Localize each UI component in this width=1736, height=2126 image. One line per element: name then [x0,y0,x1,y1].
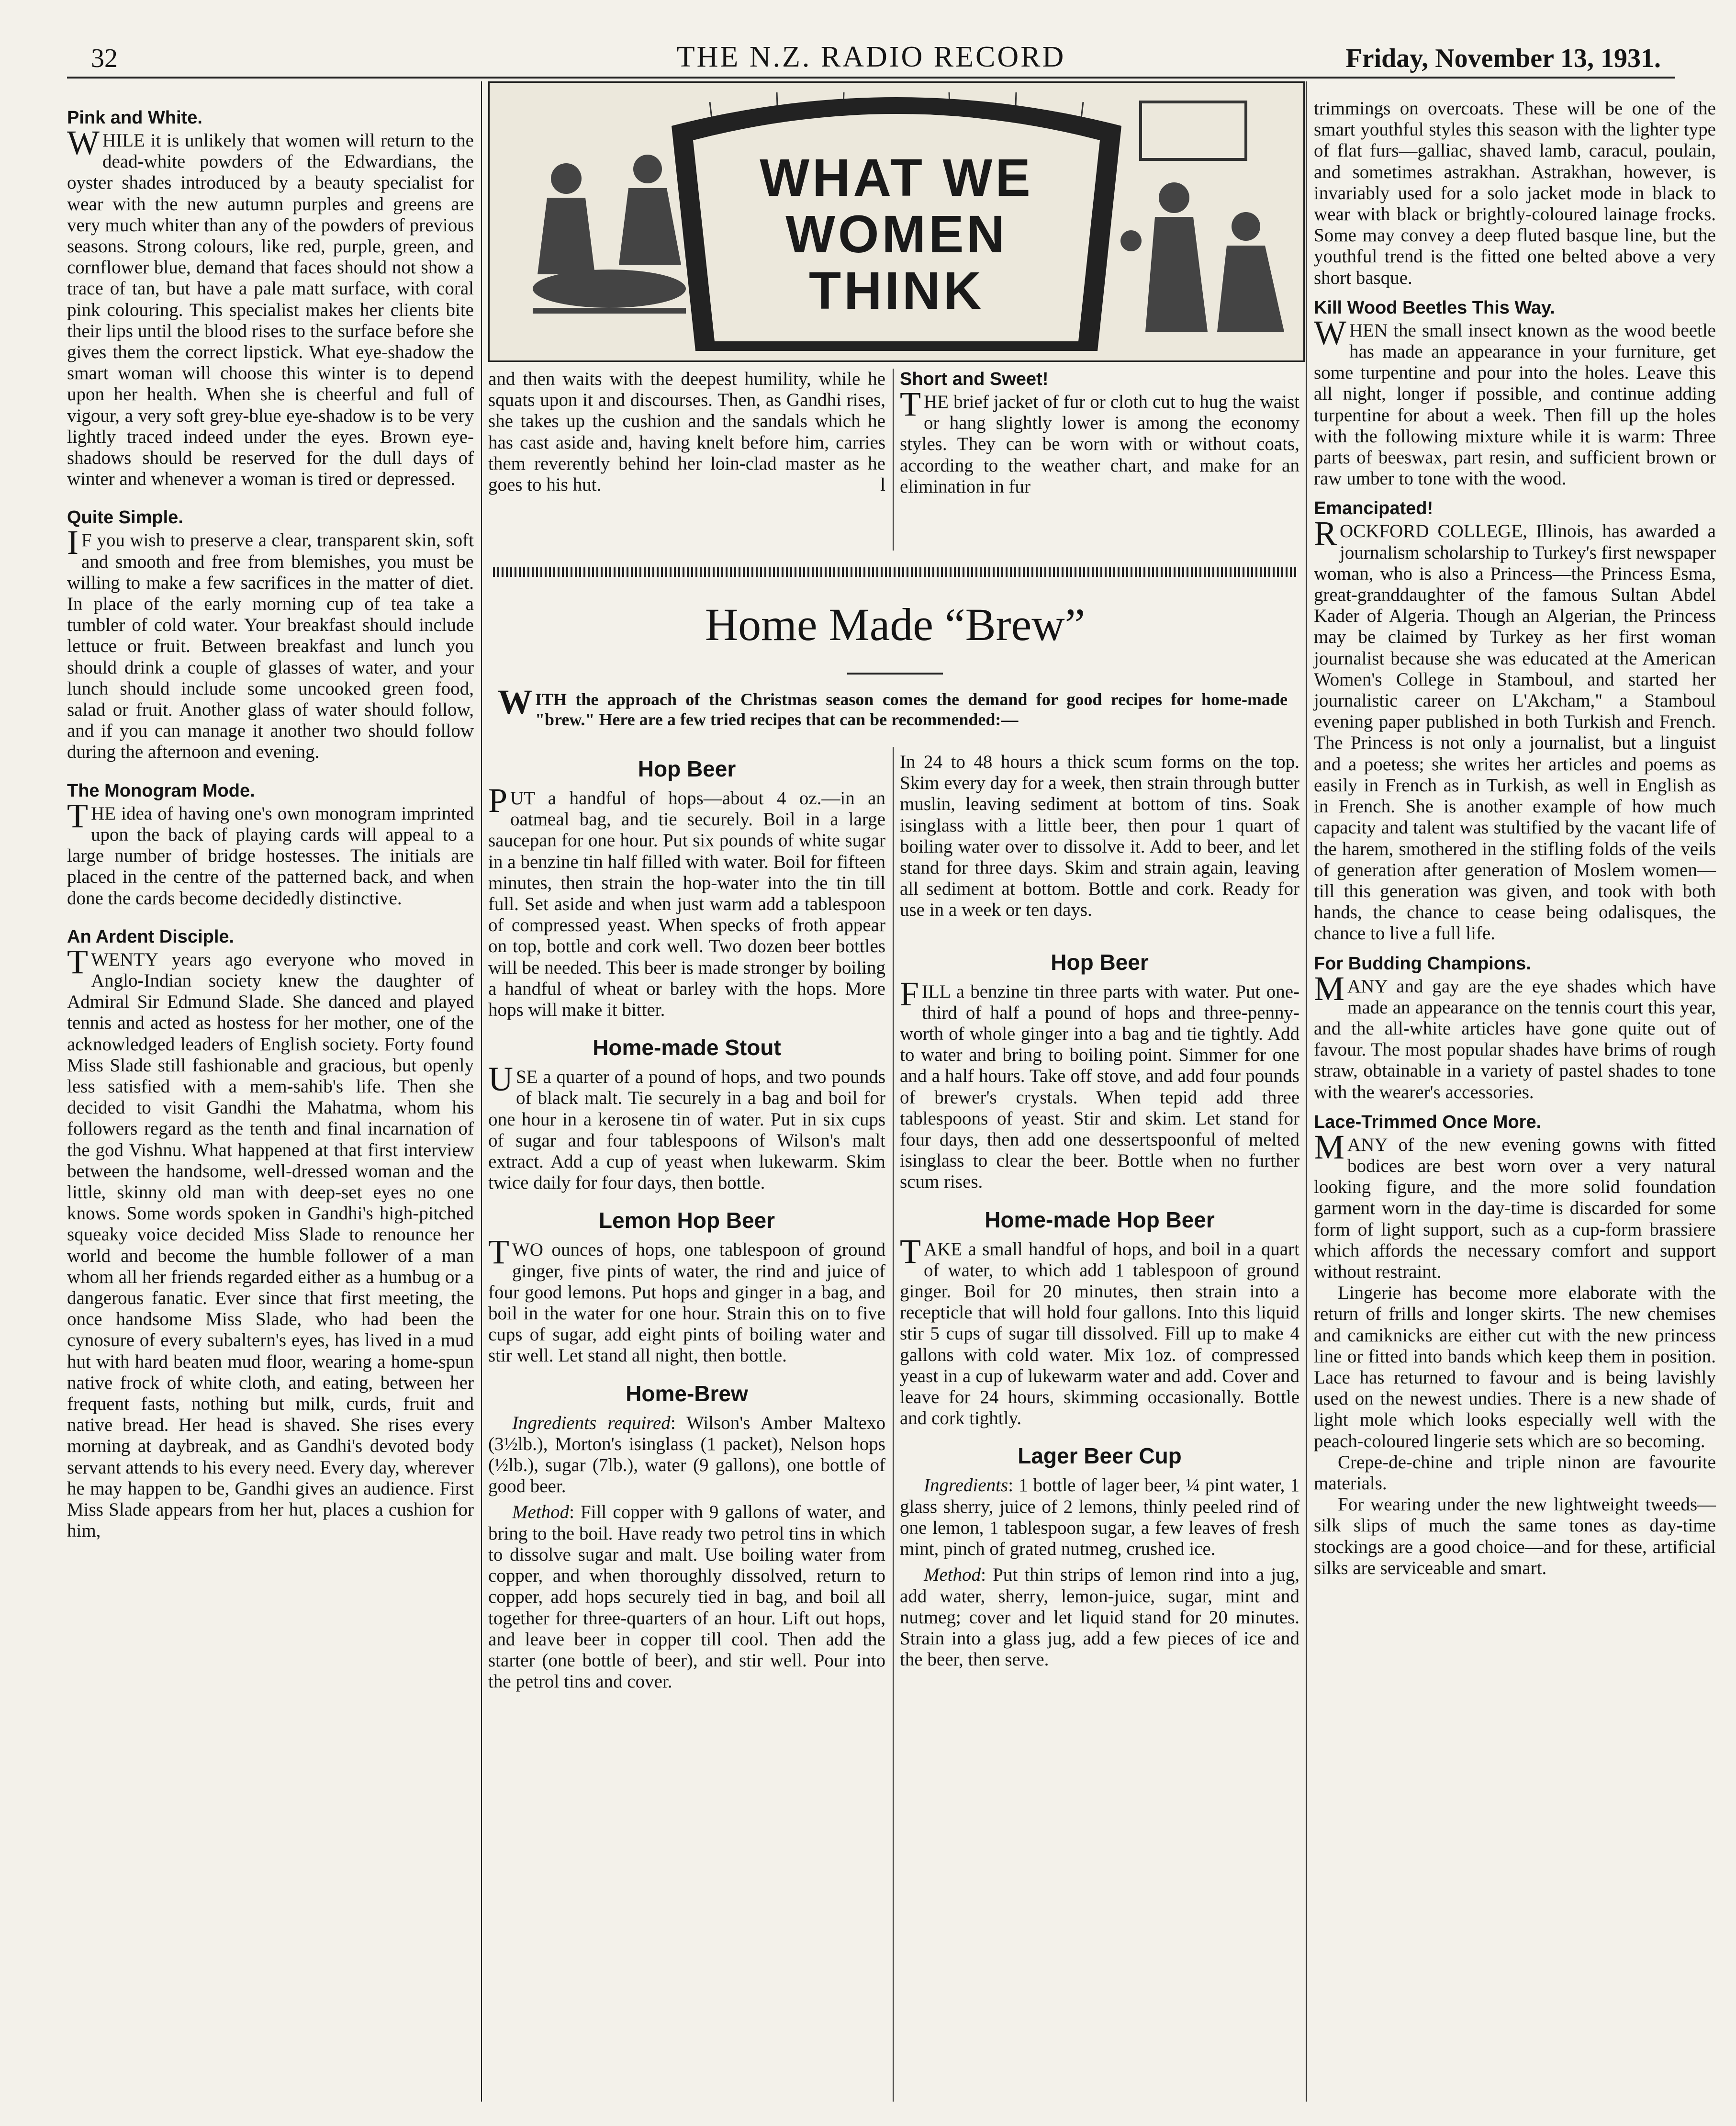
recipe-text: : Fill copper with 9 gallons of water, and bring to the boil. Have ready two petrol tins in which to dissolve sugar and malt. Use boiling water from copper, and when thoroughly dissolved, return to copper, add hops securely tied in bag, and boil all together for three-quarters of an hour. Lift out hops, and leave beer in copper till cool. Then add the starter (one bottle of beer), and stir well. Pour into the petrol tins and cover. [488,1502,885,1692]
ingredients-label: Ingredients [924,1475,1008,1496]
end-mark: l [880,474,885,495]
recipe-text: AKE a small handful of hops, and boil in a quart of water, to which add 1 tablespoon of ground ginger. Boil for 20 minutes, then strain into a recepticle that will hold four gallons. Into this liquid stir 5 cups of sugar till dissolved. Fill up to make 4 gallons with cold water. Mix 1oz. of compressed yeast in a cup of lukewarm water and add. Cover and leave for 24 hours, skimming occasionally. Bottle and cork tightly. [900,1238,1299,1429]
ornamental-divider [493,567,1297,577]
heading-home-brew: Home-Brew [626,1381,748,1406]
article-quite-simple [67,523,474,763]
dropcap: P [488,781,508,820]
column-separator [893,747,894,2102]
banner-line-3: THINK [808,261,985,320]
banner-line-2: WOMEN [785,205,1008,264]
page-number: 32 [91,44,118,73]
heading-monogram-mode: The Monogram Mode. [67,780,255,801]
masthead [72,34,1670,77]
recipe-text: ILL a benzine tin three parts with water. Put one-third of half a pound of hops and three-penny-worth of whole ginger into a bag and tie tightly. Add to water and bring to boiling point. Simmer for one and a half hours. Take off stove, and add four pounds of brewer's crystals. When tepid add three tablespoons of yeast. Stir and skim. Let stand for four days, then add one dessertspoonful of melted isinglass to clear the beer. Bottle when no further scum rises. [900,981,1299,1192]
dropcap: I [67,523,78,562]
heading-home-made-hop-beer: Home-made Hop Beer [985,1207,1215,1232]
dropcap: M [1314,969,1345,1008]
article-monogram-mode [67,796,474,909]
heading-hop-beer: Hop Beer [638,756,736,781]
heading-emancipated: Emancipated! [1314,498,1434,519]
recipe-home-made-hop-beer [900,1232,1299,1429]
brew-column-left [488,752,885,1692]
dropcap: W [67,124,100,162]
dropcap: T [900,1232,921,1271]
recipe-home-brew-method [488,1502,885,1692]
recipe-hop-beer [488,781,885,1021]
intro-text: ITH the approach of the Christmas season comes the demand for good recipes for home-made "brew." Here are a few tried recipes that can be recommended:— [535,690,1288,729]
article-lace-trimmed-p2: Lingerie has become more elaborate with the return of frills and longer skirts. The new chemises and camiknicks are either cut with the new princess line or fitted into bands which keep them in position. Lace has returned to favour and is being lavishly used on the newest undies. There is a new shade of light mole which looks especially well with the peach-coloured lingerie sets which are so becoming. [1314,1282,1716,1451]
dropcap: R [1314,514,1337,553]
heading-hop-beer-2: Hop Beer [1051,949,1149,975]
heading-quite-simple: Quite Simple. [67,507,183,528]
heading-short-and-sweet: Short and Sweet! [900,369,1049,389]
issue-date: Friday, November 13, 1931. [1345,44,1661,73]
recipe-home-brew-ingredients [488,1413,885,1497]
article-text: HE idea of having one's own monogram imprinted upon the back of playing cards will appeal to a large number of bridge hostesses. The initials are placed in the centre of the patterned back, and when done the cards become decidedly distinctive. [67,803,474,909]
masthead-rule [67,77,1675,79]
dropcap: F [900,974,919,1013]
publication-title: THE N.Z. RADIO RECORD [676,41,1066,73]
method-label: Method [924,1564,981,1586]
recipe-text: : Put thin strips of lemon rind into a jug, add water, sherry, lemon-juice, sugar, mint and nutmeg; cover and let liquid stand for 20 minutes. Strain into a glass jug, add a few pieces of ice and the beer, then serve. [900,1564,1299,1670]
recipe-lager-ingredients [900,1475,1299,1560]
recipe-text: : Wilson's Amber Maltexo (3½lb.), Morton's isinglass (1 packet), Nelson hops (½lb.), sugar (7lb.), water (9 gallons), one bottle of good beer. [488,1412,885,1497]
article-short-and-sweet [900,385,1299,497]
article-kill-wood-beetles [1314,313,1716,490]
heading-kill-wood-beetles: Kill Wood Beetles This Way. [1314,297,1555,318]
article-text: WENTY years ago everyone who moved in Anglo-Indian society knew the daughter of Admiral Sir Edmund Slade. She danced and played tennis and acted as hostess for her mother, one of the acknowledged leaders of English society. Forty found Miss Slade still fashionable and gracious, but openly less satisfied with a mem-sahib's life. Then she decided to visit Gandhi the Mahatma, whom his followers regard as the tenth and final incarnation of the god Vishnu. What happened at that first interview between the handsome, well-dressed woman and the little, skinny old man with deep-set eyes no one knows. Some words spoken in Gandhi's high-pitched squeaky voice decided Miss Slade to renounce her world and become the humble follower of a man whom all her friends regarded either as a humbug or a dangerous fanatic. Ever since that first meeting, the once handsome Miss Slade, who had been the cynosure of every subaltern's eyes, has lived in a mud hut with hard beaten mud floor, wearing a home-spun native frock of white cloth, and eating, between her frequent fasts, nothing but milk, curds, fruit and native bread. Her head is shaved. She rises every morning at daybreak, and as Gandhi's devoted body servant attends to his every need. Every day, wherever he may happen to be, Gandhi gives an audience. First Miss Slade appears from her hut, places a cushion for him, [67,949,474,1541]
article-ardent-disciple [67,942,474,1542]
heading-home-made-stout: Home-made Stout [593,1035,781,1060]
article-short-and-sweet-continued: trimmings on overcoats. These will be one of the smart youthful styles this season with the lighter type of flat furs—galliac, shaved lamb, caracul, poulain, and sometimes astrakhan. Astrakhan, however, is invariably used for a solo jacket mode in black to wear with black or brightly-coloured lainage frocks. Some may convey a deep fluted basque line, but the youthful trend is the fitted one belted above a very short basque. [1314,98,1716,288]
recipe-text: : 1 bottle of lager beer, ¼ pint water, 1 glass sherry, juice of 2 lemons, thinly peeled rind of one lemon, 1 tablespoon sugar, a few leaves of fresh mint, pinch of grated nutmeg, crushed ice. [900,1475,1299,1560]
heading-budding-champions: For Budding Champions. [1314,953,1531,974]
heading-lace-trimmed: Lace-Trimmed Once More. [1314,1112,1542,1132]
dropcap: T [488,1233,509,1271]
dropcap: W [498,683,532,721]
article-text: HEN the small insect known as the wood beetle has made an appearance in your furniture, get some turpentine and pour into the holes. Leave this all night, longer if possible, and continue adding turpentine for about a week. Then fill up the holes with the following mixture while it is warm: Three parts of beeswax, part resin, and sufficient brown or raw umber to tone with the wood. [1314,320,1716,489]
dropcap: T [67,942,88,981]
article-text: F you wish to preserve a clear, transparent skin, soft and smooth and free from blemishes, you must be willing to make a few sacrifices in the matter of diet. In place of the early morning cup of tea take a tumbler of cold water. Your breakfast should include lettuce or fruit. Between breakfast and lunch you should drink a couple of glasses of water, and your lunch should include some uncooked green food, salad or fruit. Another glass of water should follow, and if you can manage it another two should follow during the afternoon and evening. [67,530,474,763]
article-pink-and-white [67,124,474,490]
dropcap: M [1314,1127,1345,1166]
recipe-text: WO ounces of hops, one tablespoon of ground ginger, five pints of water, the rind and juice of four good lemons. Put hops and ginger in a bag, and boil in the water for one hour. Strain this on to five cups of sugar, add eight pints of boiling water and stir well. Let stand all night, then bottle. [488,1239,885,1366]
heading-lager-beer-cup: Lager Beer Cup [1018,1443,1182,1469]
title-underline [847,673,943,675]
recipe-hop-beer-2 [900,974,1299,1193]
banner-line-1: WHAT WE [760,148,1033,207]
heading-pink-and-white: Pink and White. [67,108,202,128]
brew-intro [498,683,1288,730]
recipe-lager-method [900,1564,1299,1670]
article-text: ANY of the new evening gowns with fitted bodices are best worn over a very natural looking figure, and the more solid foundation garment worn in the day-time is discarded for some form of light support, such as a cup-form brassiere which affords the necessary comfort and support without restraint. [1314,1134,1716,1282]
heading-lemon-hop-beer: Lemon Hop Beer [598,1208,775,1233]
column-3-top [900,369,1299,497]
article-ardent-disciple-continued [488,369,885,495]
column-4 [1314,98,1716,1579]
ingredients-label: Ingredients required [512,1412,671,1433]
recipe-text: SE a quarter of a pound of hops, and two pounds of black malt. Tie securely in a bag and boil for one hour in a kerosene tin of water. Put in six cups of sugar and four tablespoons of Wilson's malt extract. Add a cup of yeast when lukewarm. Skim twice daily for four days, then bottle. [488,1067,885,1193]
method-label: Method [512,1502,570,1523]
article-budding-champions [1314,969,1716,1103]
column-separator [1306,81,1307,2102]
article-text: and then waits with the deepest humility, while he squats upon it and discourses. Then, as Gandhi rises, she takes up the cushion and the sandals which he has cast aside and, having knelt before him, carries them reverently behind her loin-clad master as he goes to his hut. [488,369,885,495]
article-emancipated [1314,514,1716,944]
recipe-lemon-hop-beer [488,1233,885,1366]
article-text: HILE it is unlikely that women will return to the dead-white powders of the Edwardians, the oyster shades introduced by a beauty specialist for wear with the new autumn purples and greens are very much whiter than any of the powders of previous seasons. Strong colours, like red, purple, green, and cornflower blue, demand that faces should not show a trace of tan, but have a pale matt surface, with coral pink colouring. This specialist makes her clients bite their lips until the blood rises to the surface before she gives them the correct lipstick. What eye-shadow the smart woman will choose this winter is to depend upon her health. When she is cheerful and full of vigour, a very soft grey-blue eye-shadow is to be very lightly traced indeed under the eyes. Brown eye-shadows should be reserved for the dull days of winter and whenever a woman is tired or depressed. [67,130,474,490]
brew-title: Home Made “Brew” [705,599,1086,650]
column-separator [481,81,482,2102]
what-we-women-think-banner [488,81,1305,362]
article-lace-trimmed [1314,1127,1716,1282]
dropcap: W [1314,313,1346,352]
column-separator [893,369,894,551]
recipe-home-brew-continued: In 24 to 48 hours a thick scum forms on the top. Skim every day for a week, then strain through butter muslin, leaving sediment at bottom of tins. Soak isinglass with a little beer, then pour 1 quart of boiling water over to dissolve it. Add to beer, and let stand for three days. Skim and strain again, leaving all sediment at bottom. Bottle and cork. Ready for use in a week or ten days. [900,752,1299,921]
column-1 [67,101,474,1541]
dropcap: U [488,1060,513,1099]
dropcap: T [67,796,88,835]
heading-ardent-disciple: An Ardent Disciple. [67,926,235,947]
recipe-text: UT a handful of hops—about 4 oz.—in an oatmeal bag, and tie securely. Boil in a large saucepan for one hour. Put six pounds of white sugar in a benzine tin half filled with water. Boil for fifteen minutes, then strain the hop-water into the tin till full. Set aside and when just warm add a tablespoon of compressed yeast. When specks of froth appear on top, bottle and cork well. Two dozen beer bottles will be needed. This beer is made stronger by boiling a handful of wheat or barley with the hops. More hops will make it bitter. [488,788,885,1021]
article-text: HE brief jacket of fur or cloth cut to hug the waist or hang slightly lower is among the economy styles. They can be worn with or without coats, according to the weather chart, and make for an elimination in fur [900,392,1299,497]
article-text: OCKFORD COLLEGE, Illinois, has awarded a journalism scholarship to Turkey's first newspaper woman, who is also a Princess—the Princess Esma, great-granddaughter of the famous Sultan Abdel Kader of Algeria. Though an Algerian, the Princess may be claimed by Turkey as her first woman journalist because she was educated at the American Women's College in Stamboul, and started her journalistic career on L'Akcham," a Stamboul evening paper published in both Turkish and French. The Princess is not only a journalist, but a linguist and a poetess; she writes her articles and poems as easily in French as in Turkish, as well in English as in French. She is another example of how much capacity and talent was stultified by the vacant life of the harem, smothered in the stifling folds of the veils of generation after generation of Moslem women—till this generation was given, and took with both hands, the chance to cease being odalisques, the chance to live a full life. [1314,521,1716,944]
article-lace-trimmed-p3: Crepe-de-chine and triple ninon are favourite materials. [1314,1451,1716,1494]
dropcap: T [900,385,921,423]
article-lace-trimmed-p4: For wearing under the new lightweight tweeds—silk slips of much the same tones as day-time stockings are a good choice—and for these, artificial silks are serviceable and smart. [1314,1494,1716,1578]
column-2-top [488,369,885,495]
brew-column-right [900,752,1299,1670]
article-text: ANY and gay are the eye shades which have made an appearance on the tennis court this year, and the all-white articles have gone quite out of favour. The most popular shades have brims of rough straw, obtainable in a variety of pastel shades to tone with the wearer's accessories. [1314,976,1716,1102]
recipe-home-made-stout [488,1060,885,1193]
